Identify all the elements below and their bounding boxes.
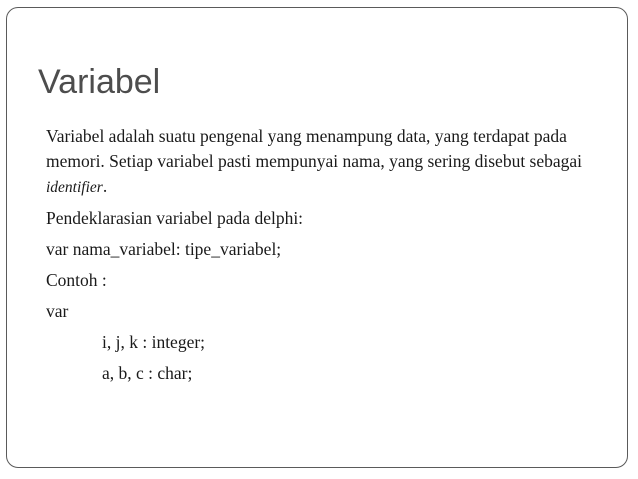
definition-paragraph (46, 124, 586, 200)
slide-content (46, 124, 586, 392)
example-label: Contoh : (46, 270, 107, 290)
identifier-term: identifier (46, 179, 103, 196)
declaration-line-integer: i, j, k : integer; (102, 332, 206, 352)
syntax-line: var nama_variabel: tipe_variabel; (46, 239, 282, 259)
declaration-line-char: a, b, c : char; (102, 363, 193, 383)
definition-end: . (102, 176, 108, 196)
declaration-intro: Pendeklarasian variabel pada delphi: (46, 208, 304, 228)
var-keyword-line: var (46, 301, 69, 321)
definition-text: Variabel adalah suatu pengenal yang menampung data, yang terdapat pada memori. Setiap variabel pasti mempunyai nama, yang sering disebut sebagai (46, 126, 583, 171)
slide-title: Variabel (38, 63, 161, 101)
